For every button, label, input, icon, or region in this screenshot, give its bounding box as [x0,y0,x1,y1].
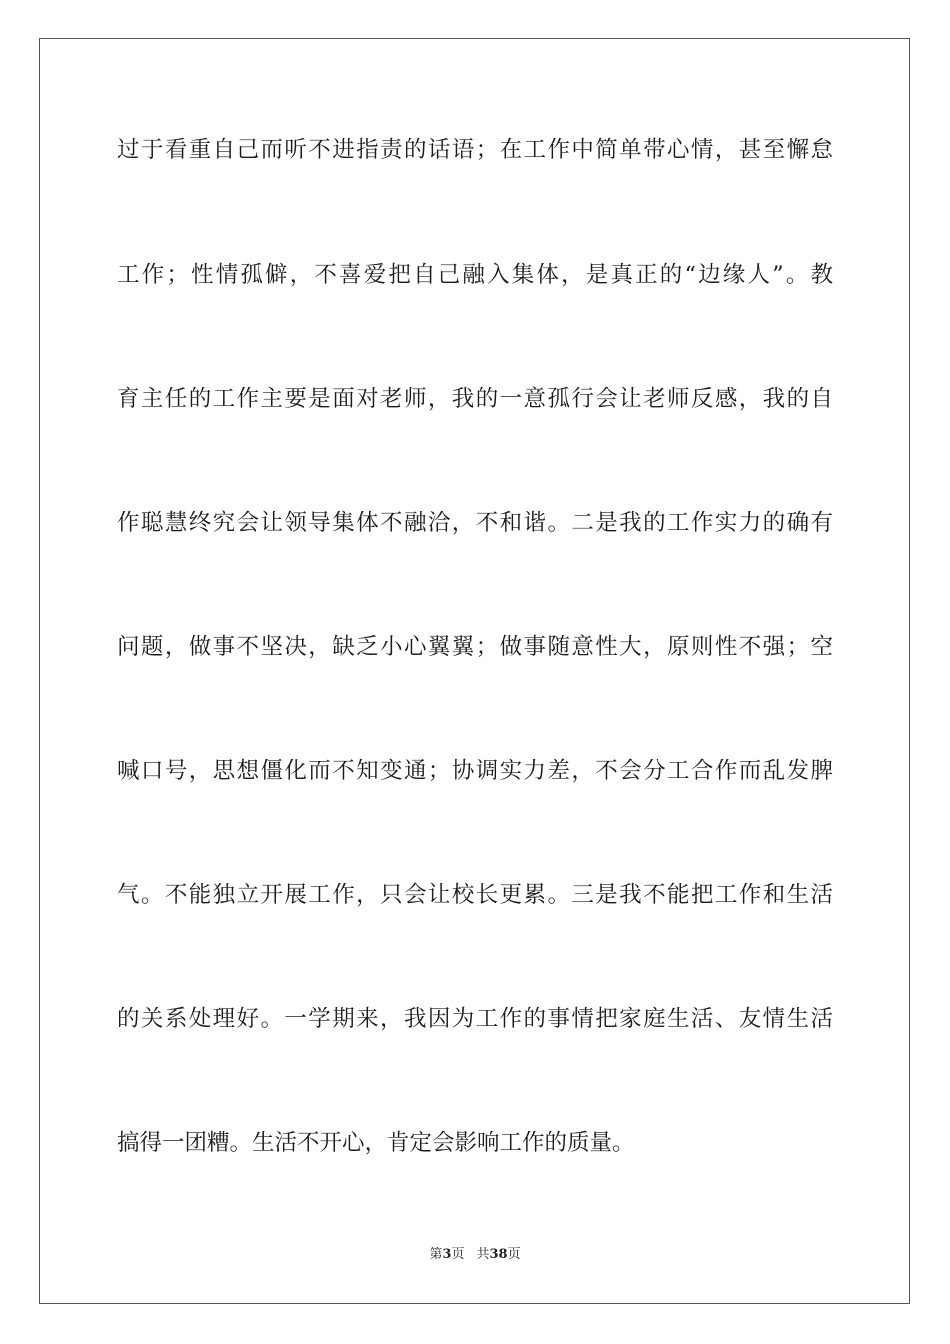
body-line: 工作；性情孤僻，不喜爱把自己融入集体，是真正的“边缘人”。教 [117,262,833,288]
body-line: 问题，做事不坚决，缺乏小心翼翼；做事随意性大，原则性不强；空 [117,634,833,660]
body-line: 喊口号，思想僵化而不知变通；协调实力差，不会分工合作而乱发脾 [117,758,833,784]
body-line: 的关系处理好。一学期来，我因为工作的事情把家庭生活、友情生活 [117,1006,833,1032]
total-suffix: 页 [507,1247,521,1262]
page-frame [39,38,910,1304]
body-line: 过于看重自己而听不进指责的话语；在工作中简单带心情，甚至懈怠 [117,137,833,163]
page-footer [0,1246,950,1264]
page-prefix: 第 [429,1247,443,1262]
page-total: 38 [489,1247,508,1262]
body-line-last: 搞得一团糟。生活不开心，肯定会影响工作的质量。 [117,1130,635,1156]
body-line: 作聪慧终究会让领导集体不融洽，不和谐。二是我的工作实力的确有 [117,510,833,536]
page-current: 3 [442,1247,452,1262]
total-prefix: 共 [476,1247,490,1262]
body-line: 气。不能独立开展工作，只会让校长更累。三是我不能把工作和生活 [117,882,833,908]
body-line: 育主任的工作主要是面对老师，我的一意孤行会让老师反感，我的自 [117,386,833,412]
page-suffix: 页 [451,1247,465,1262]
